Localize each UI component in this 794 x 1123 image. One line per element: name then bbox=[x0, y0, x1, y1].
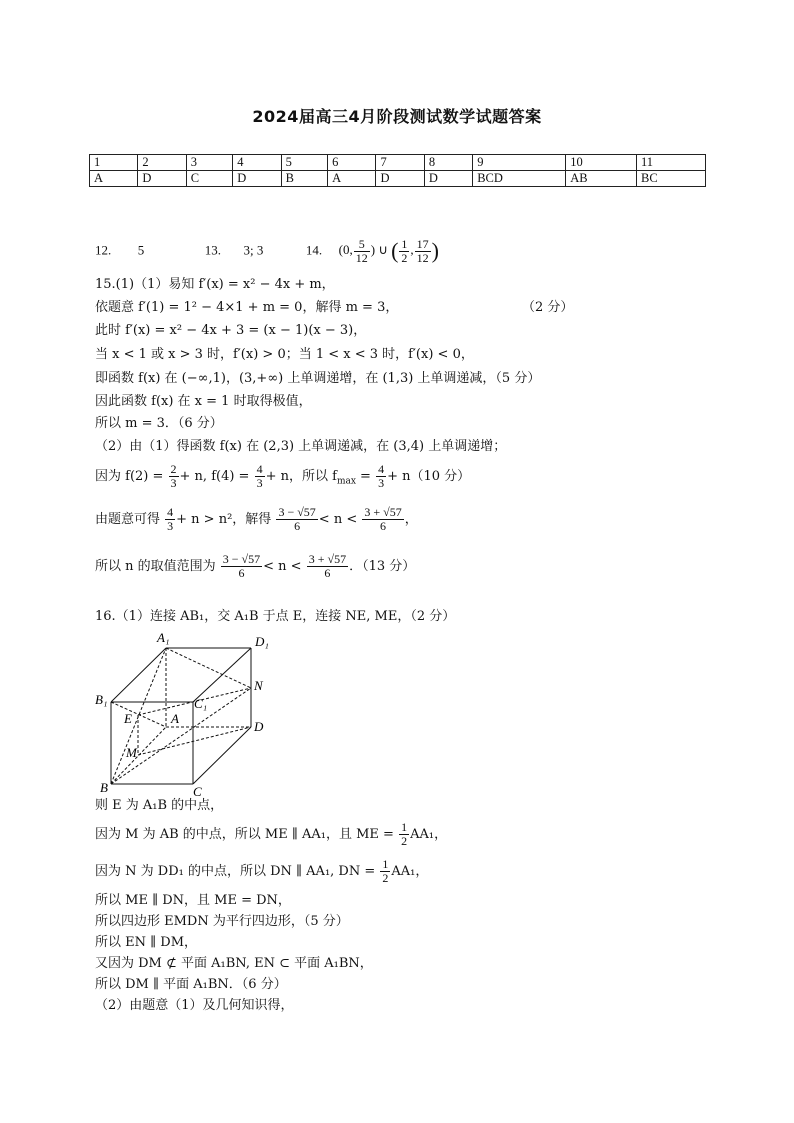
label-a: A bbox=[171, 711, 179, 726]
table-cell: 7 bbox=[376, 155, 424, 171]
table-cell: C bbox=[186, 171, 233, 187]
q16-line-5: 所以 ME ∥ DN，且 ME = DN， bbox=[95, 893, 291, 908]
q16-line-8: 又因为 DM ⊄ 平面 A₁BN, EN ⊂ 平面 A₁BN， bbox=[95, 956, 373, 971]
q16-line-2: 则 E 为 A₁B 的中点， bbox=[95, 798, 224, 813]
q14-answer: (0, $\frac{5}{12}$ ) ∪ ( $\frac{1}{2}$ , $\frac{17}{12}$ ) bbox=[338, 237, 439, 265]
table-cell: D bbox=[138, 171, 186, 187]
table-cell: D bbox=[424, 171, 472, 187]
q13-answer: 3; 3 bbox=[243, 242, 264, 258]
q15-line-11: 所以 n 的取值范围为 $\frac{3 - √57}{6}$ < n < $\frac{3 + √57}{6}$ ．（13 分） bbox=[95, 552, 416, 580]
table-cell: 5 bbox=[281, 155, 328, 171]
edge-c1-d1 bbox=[193, 648, 251, 702]
q16-line-1: 16.（1）连接 AB₁，交 A₁B 于点 E，连接 NE, ME，（2 分） bbox=[95, 609, 456, 624]
table-cell: 10 bbox=[566, 155, 637, 171]
answer-table-number-row bbox=[90, 155, 706, 171]
q16-line-9: 所以 DM ∥ 平面 A₁BN．（6 分） bbox=[95, 977, 287, 992]
q15-line-4: 当 x < 1 或 x > 3 时，f′(x) > 0；当 1 < x < 3 时，f′(x) < 0， bbox=[95, 347, 474, 362]
table-cell: 6 bbox=[328, 155, 376, 171]
segment-a1-n bbox=[166, 648, 251, 688]
table-cell: 4 bbox=[233, 155, 281, 171]
q16-line-7: 所以 EN ∥ DM， bbox=[95, 935, 198, 950]
answer-table-answer-row bbox=[90, 171, 706, 187]
table-cell: 9 bbox=[473, 155, 566, 171]
table-cell: A bbox=[90, 171, 138, 187]
label-d1: D₁ bbox=[255, 634, 269, 649]
table-cell: 8 bbox=[424, 155, 472, 171]
q15-line-6: 因此函数 f(x) 在 x = 1 时取得极值， bbox=[95, 394, 312, 409]
label-n: N bbox=[254, 678, 263, 693]
q13-number: 13. bbox=[204, 242, 221, 258]
label-a1: A₁ bbox=[157, 630, 170, 645]
q15-line-2: 依题意 f′(1) = 1² − 4×1 + m = 0，解得 m = 3， bbox=[95, 300, 399, 315]
answer-table bbox=[89, 154, 706, 187]
q12-answer: 5 bbox=[137, 242, 145, 258]
segment-m-d bbox=[138, 727, 251, 755]
table-cell: D bbox=[233, 171, 281, 187]
label-c: C bbox=[193, 784, 202, 798]
q15-line-9: 因为 f(2) = $\frac{2}{3}$ + n, f(4) = $\frac{4}{3}$ + n，所以 $f_{max}$ = $\frac{4}{3}$ + n（10 分） bbox=[95, 462, 471, 490]
q16-line-10: （2）由题意（1）及几何知识得， bbox=[95, 998, 294, 1013]
table-cell: 3 bbox=[186, 155, 233, 171]
label-b1: B₁ bbox=[95, 692, 108, 707]
blank-answers-row bbox=[95, 238, 439, 265]
table-cell: 1 bbox=[90, 155, 138, 171]
q14-number: 14. bbox=[305, 242, 323, 258]
table-cell: 11 bbox=[637, 155, 706, 171]
edge-b1-a1 bbox=[111, 648, 166, 702]
label-b: B bbox=[100, 780, 108, 795]
cube-figure bbox=[95, 628, 285, 798]
q16-line-4: 因为 N 为 DD₁ 的中点，所以 DN ∥ AA₁, DN = $\frac{1}{2}$ AA₁， bbox=[95, 857, 429, 885]
q15-line-10: 由题意可得 $\frac{4}{3}$ + n > n²，解得 $\frac{3 - √57}{6}$ < n < $\frac{3 + √57}{6}$ ， bbox=[95, 505, 418, 533]
edge-c-d bbox=[193, 727, 251, 784]
q15-line-2-score: （2 分） bbox=[522, 300, 574, 315]
label-d: D bbox=[254, 719, 264, 734]
q15-line-7: 所以 m = 3．（6 分） bbox=[95, 416, 223, 431]
table-cell: 2 bbox=[138, 155, 186, 171]
q12-number: 12. bbox=[95, 242, 112, 258]
table-cell: BC bbox=[637, 171, 706, 187]
label-e: E bbox=[124, 711, 132, 726]
q16-line-3: 因为 M 为 AB 的中点，所以 ME ∥ AA₁，且 ME = $\frac{1}{2}$ AA₁， bbox=[95, 820, 448, 848]
q15-line-3: 此时 f′(x) = x² − 4x + 3 = (x − 1)(x − 3)， bbox=[95, 323, 367, 338]
q15-line-5: 即函数 f(x) 在 (−∞,1)，(3,+∞) 上单调递增，在 (1,3) 上单调递减，（5 分） bbox=[95, 371, 541, 386]
table-cell: BCD bbox=[473, 171, 566, 187]
table-cell: D bbox=[376, 171, 424, 187]
table-cell: A bbox=[328, 171, 376, 187]
label-c1: C₁ bbox=[194, 696, 208, 711]
page-title: 2024届高三4月阶段测试数学试题答案 bbox=[252, 107, 542, 126]
table-cell: AB bbox=[566, 171, 637, 187]
q16-line-6: 所以四边形 EMDN 为平行四边形，（5 分） bbox=[95, 914, 349, 929]
table-cell: B bbox=[281, 171, 328, 187]
q15-line-8: （2）由（1）得函数 f(x) 在 (2,3) 上单调递减，在 (3,4) 上单调递增； bbox=[95, 439, 507, 454]
label-m: M bbox=[126, 745, 137, 760]
q15-line-1: 15.(1)（1）易知 f′(x) = x² − 4x + m， bbox=[95, 277, 335, 292]
